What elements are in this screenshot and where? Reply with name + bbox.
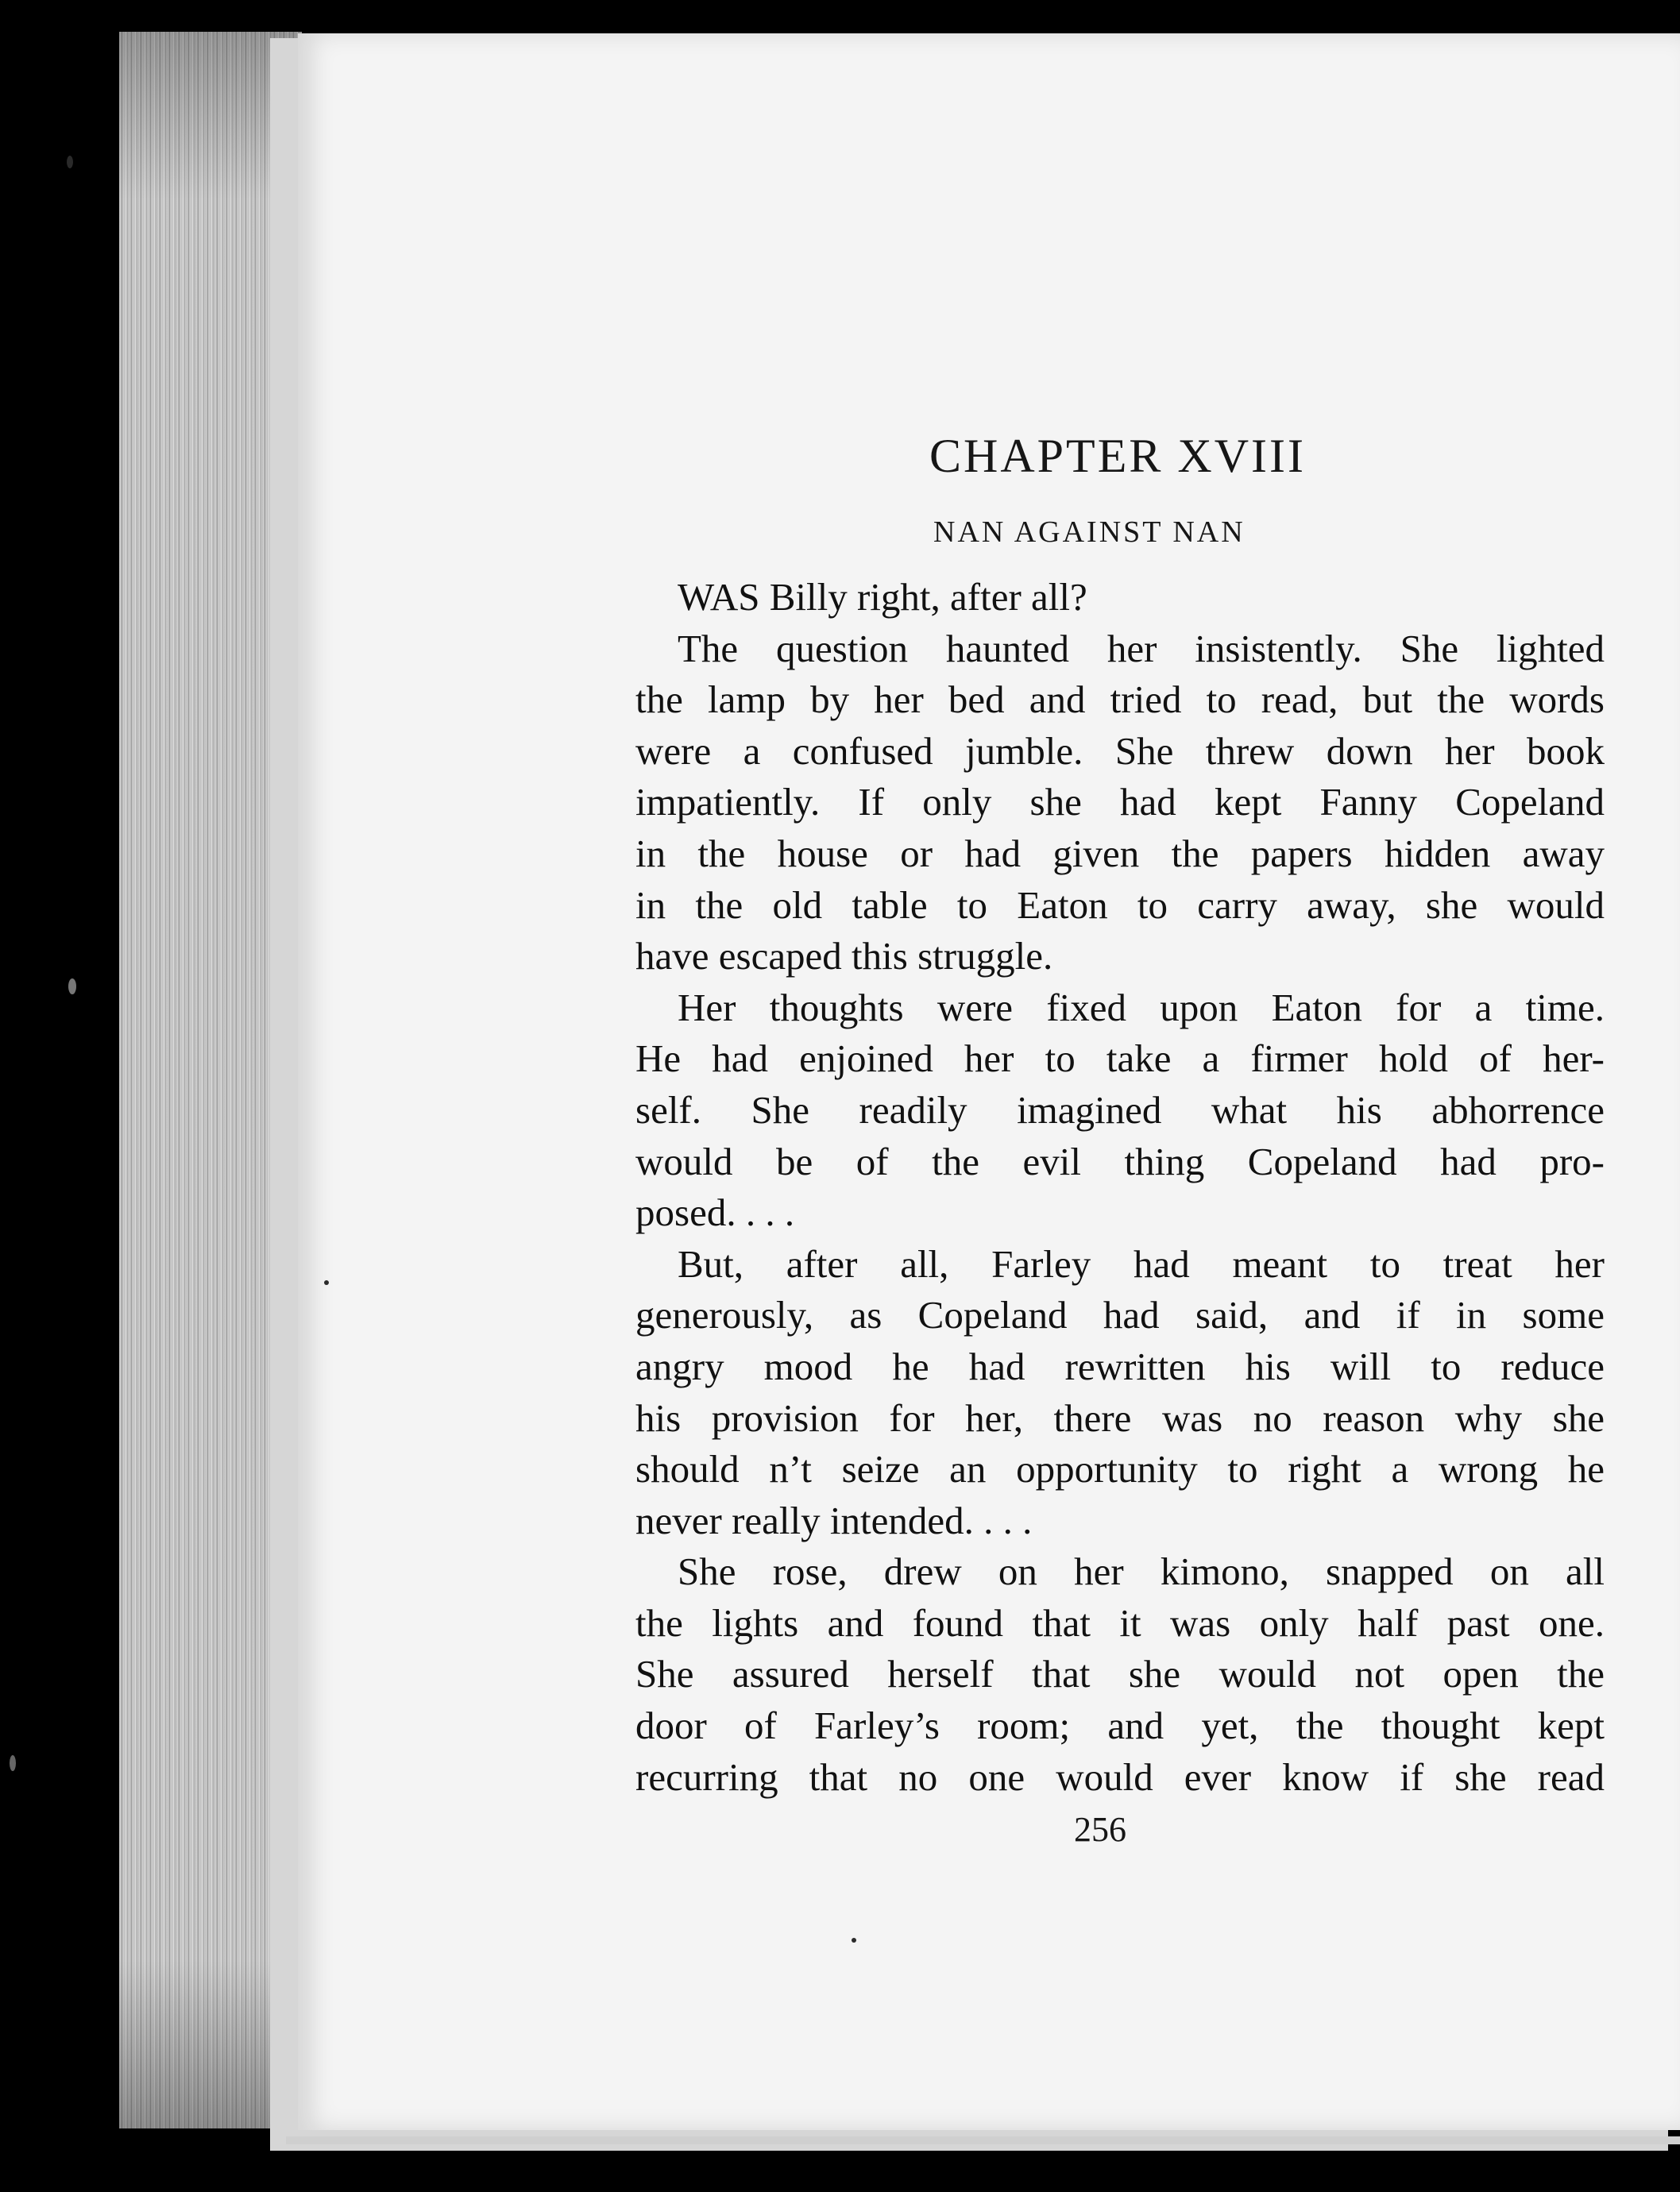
text-line: But, after all, Farley had meant to treat her [678,1241,1605,1286]
text-line: self. She readily imagined what his abhorrence [635,1087,1605,1132]
text-line: posed. . . . [635,1191,795,1235]
dust-speck [324,1280,329,1285]
text-line: He had enjoined her to take a firmer hold of her- [635,1036,1605,1081]
text-line: would be of the evil thing Copeland had pro- [635,1139,1605,1183]
text-line: impatiently. If only she had kept Fanny Copeland [635,780,1605,824]
text-line: in the old table to Eaton to carry away, she would [635,882,1605,927]
text-line: She assured herself that she would not open the [635,1652,1605,1696]
text-line: the lights and found that it was only half past one. [635,1600,1605,1645]
dust-speck [68,978,76,994]
text-line: have escaped this struggle. [635,934,1053,978]
text-line: angry mood he had rewritten his will to reduce [635,1344,1605,1388]
text-line: generously, as Copeland had said, and if in some [635,1293,1605,1337]
page-bottom-edge [286,2136,1680,2144]
text-line: the lamp by her bed and tried to read, but the words [635,677,1605,722]
chapter-title: CHAPTER XVIII [929,430,1306,482]
text-line: should n’t seize an opportunity to right a wrong he [635,1447,1605,1492]
text-line: door of Farley’s room; and yet, the thought kept [635,1704,1605,1748]
text-line: never really intended. . . . [635,1498,1033,1542]
text-line: Her thoughts were fixed upon Eaton for a time. [678,985,1605,1029]
chapter-subtitle: NAN AGAINST NAN [933,515,1246,549]
text-line: his provision for her, there was no reason why she [635,1395,1605,1440]
dust-speck [852,1938,856,1943]
text-line: recurring that no one would ever know if she read [635,1754,1605,1799]
text-line: were a confused jumble. She threw down her book [635,728,1605,773]
text-line: WAS Billy right, after all? [678,575,1087,619]
text-line: The question haunted her insistently. She lighted [678,626,1605,670]
page-number: 256 [1074,1810,1126,1849]
text-line: She rose, drew on her kimono, snapped on all [678,1549,1605,1594]
body-text [635,572,1605,1803]
dust-speck [10,1755,16,1771]
text-line: in the house or had given the papers hidden away [635,831,1605,875]
dust-speck [67,156,73,168]
